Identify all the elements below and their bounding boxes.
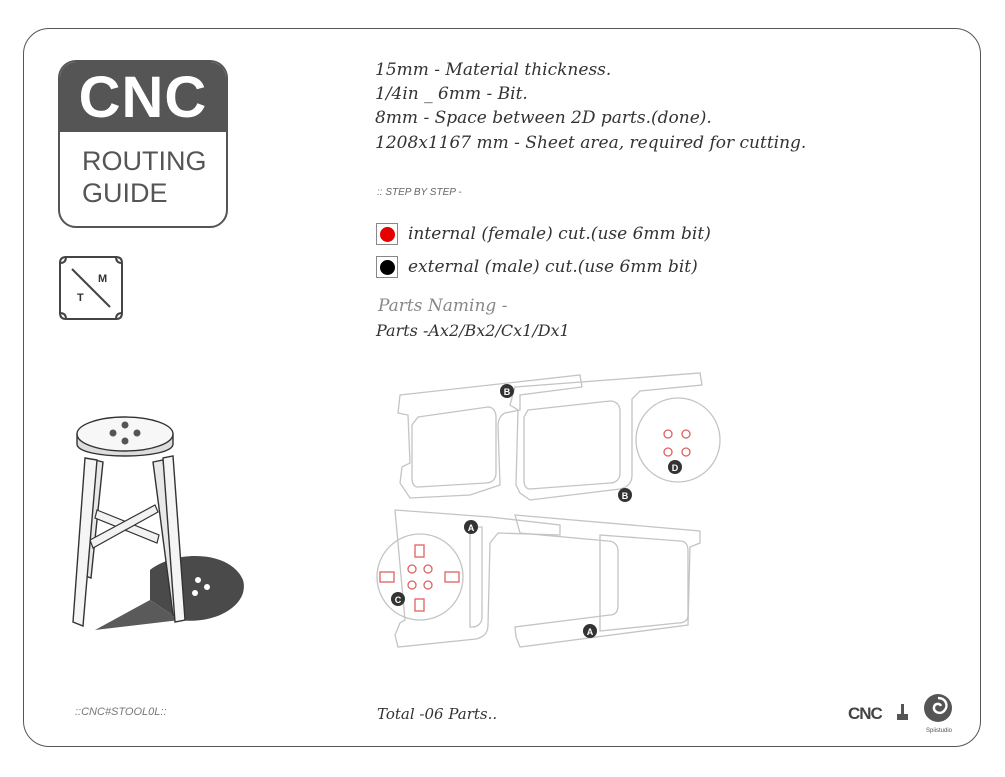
spec-bit: 1/4in _ 6mm - Bit. — [375, 84, 528, 104]
tm-m-letter: M — [98, 273, 108, 285]
svg-text:B: B — [503, 387, 511, 397]
svg-text:B: B — [621, 491, 629, 501]
part-label-d — [668, 460, 682, 474]
legend-internal-label: internal (female) cut.(use 6mm bit) — [408, 224, 711, 244]
cnc-badge: CNC — [848, 704, 882, 723]
part-label-a2 — [583, 624, 597, 638]
parts-naming-value: Parts -Ax2/Bx2/Cx1/Dx1 — [376, 321, 570, 340]
spec-thickness: 15mm - Material thickness. — [375, 60, 612, 80]
part-label-b1 — [500, 384, 514, 398]
logo-title: CNC — [60, 62, 226, 132]
stool-illustration — [55, 400, 255, 640]
tool-icon — [897, 704, 908, 720]
studio-name: Spiistudio — [926, 728, 953, 734]
part-label-a1 — [464, 520, 478, 534]
legend-external-swatch — [376, 256, 398, 278]
spec-sheet-area: 1208x1167 mm - Sheet area, required for cutting. — [375, 133, 807, 153]
stool-code: ::CNC#STOOL0L:: — [75, 706, 167, 718]
svg-text:D: D — [671, 463, 679, 473]
tm-badge-icon — [58, 255, 124, 321]
legend-external-label: external (male) cut.(use 6mm bit) — [408, 257, 698, 277]
part-label-c — [391, 592, 405, 606]
red-dot-icon — [380, 227, 395, 242]
step-by-step-label: :: STEP BY STEP - — [377, 187, 462, 198]
cutting-layout-diagram — [370, 365, 730, 665]
cnc-routing-guide-logo — [58, 60, 228, 228]
tm-t-letter: T — [77, 292, 84, 304]
spiral-logo-icon — [924, 694, 952, 722]
svg-text:A: A — [467, 523, 475, 533]
parts-naming-title: Parts Naming - — [378, 296, 508, 316]
spec-spacing: 8mm - Space between 2D parts.(done). — [375, 108, 712, 128]
legend-internal-swatch — [376, 223, 398, 245]
legend-internal-cut — [376, 223, 711, 245]
logo-subtitle-line2: GUIDE — [82, 178, 168, 208]
black-dot-icon — [380, 260, 395, 275]
svg-text:C: C — [394, 595, 402, 605]
logo-subtitle — [60, 132, 226, 209]
logo-subtitle-line1: ROUTING — [82, 146, 207, 176]
legend-external-cut — [376, 256, 698, 278]
part-label-b2 — [618, 488, 632, 502]
total-parts: Total -06 Parts.. — [377, 705, 498, 723]
footer-logos — [848, 690, 958, 735]
svg-text:A: A — [586, 627, 594, 637]
